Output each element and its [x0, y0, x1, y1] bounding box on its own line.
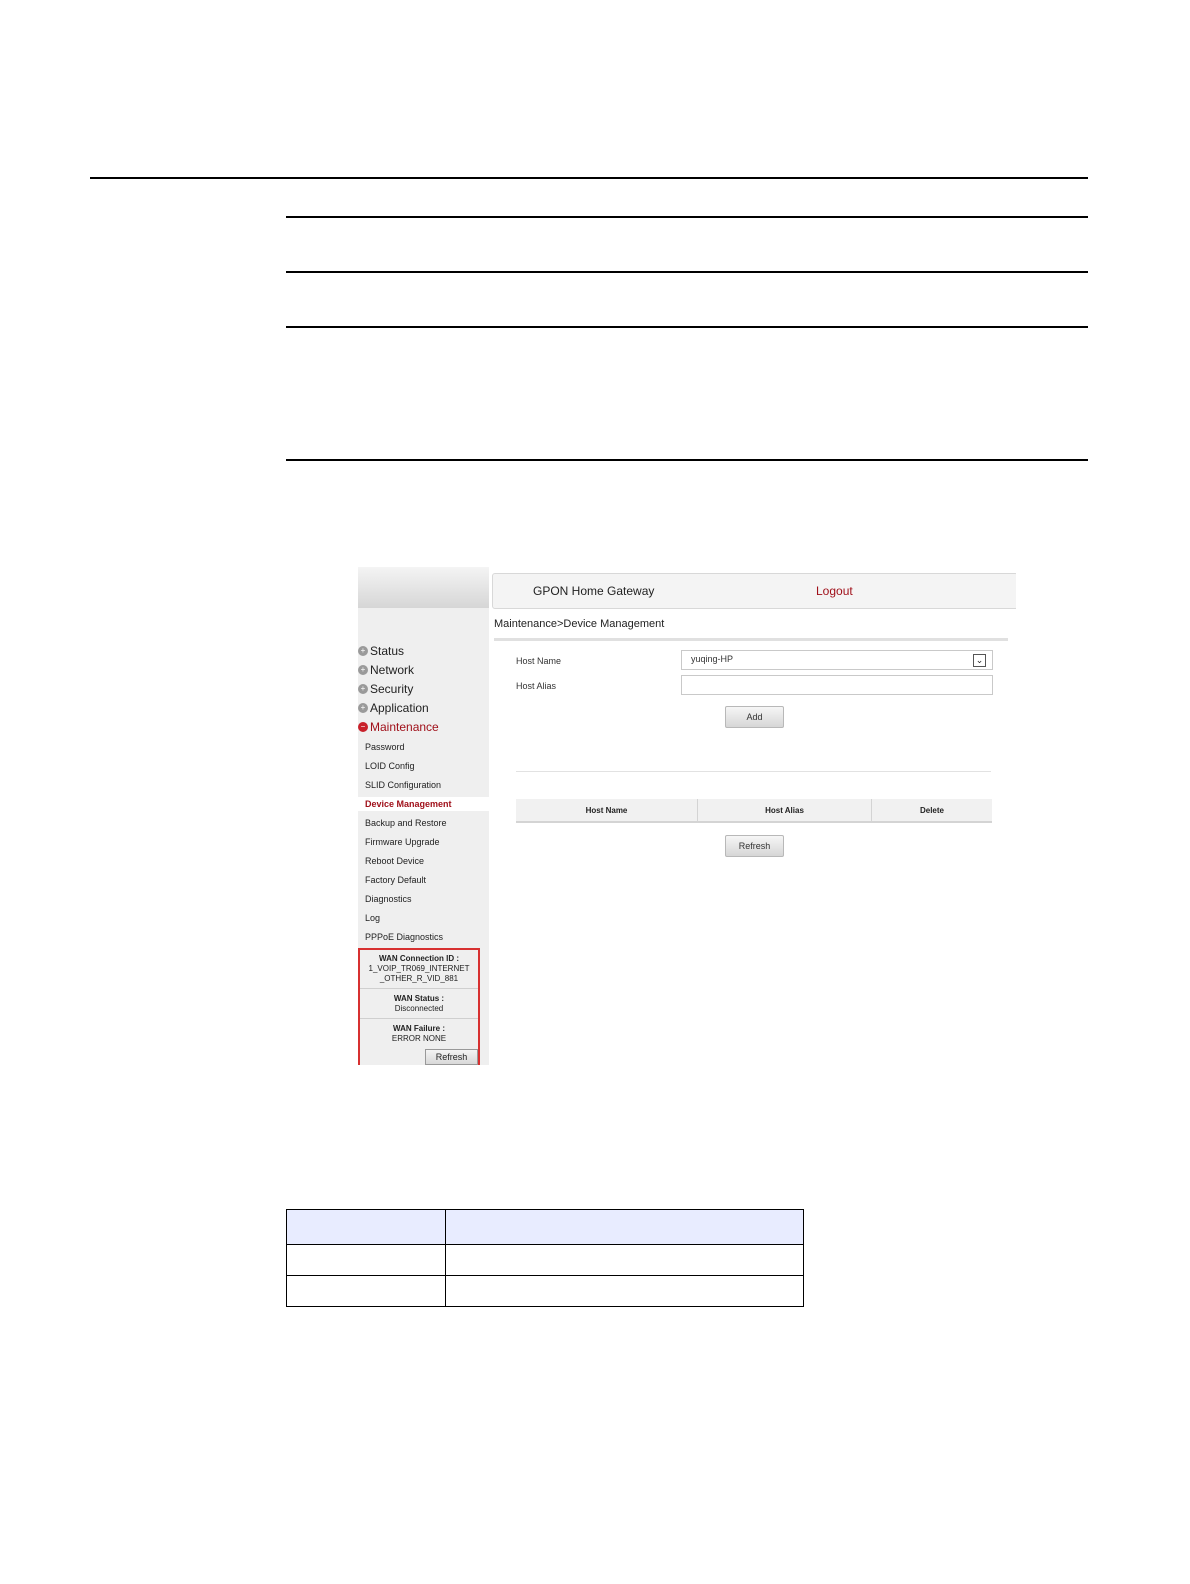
logout-link[interactable]: Logout — [816, 584, 853, 598]
plus-circle-icon: + — [358, 646, 368, 656]
document-table-cell — [287, 1276, 446, 1307]
menu-item-application[interactable] — [358, 699, 429, 717]
wan-connection-value: 1_VOIP_TR069_INTERNET _OTHER_R_VID_881 — [368, 964, 470, 983]
section-divider — [516, 771, 991, 772]
device-management-screenshot — [358, 567, 1016, 1065]
wan-divider — [360, 1018, 478, 1019]
document-table-cell — [446, 1276, 804, 1307]
menu-item-network[interactable] — [358, 661, 414, 679]
hosts-table — [516, 799, 992, 823]
submenu-reboot-device[interactable]: Reboot Device — [365, 856, 425, 866]
menu-item-label: Status — [370, 644, 405, 658]
wan-failure-value: ERROR NONE — [391, 1034, 447, 1043]
wan-refresh-button[interactable]: Refresh — [425, 1049, 478, 1065]
menu-item-label: Security — [370, 682, 414, 696]
section-rule-3 — [286, 326, 1088, 328]
menu-item-status[interactable] — [358, 642, 404, 660]
breadcrumb: Maintenance>Device Management — [494, 618, 665, 630]
wan-status-value: Disconnected — [394, 1004, 444, 1013]
menu-item-label: Network — [370, 663, 415, 677]
document-table-header — [287, 1210, 804, 1245]
refresh-button[interactable]: Refresh — [725, 835, 784, 857]
breadcrumb-divider — [494, 638, 1008, 641]
plus-circle-icon: + — [358, 684, 368, 694]
wan-status-panel — [358, 948, 480, 1065]
menu-item-label: Maintenance — [370, 720, 439, 734]
document-table-cell — [446, 1245, 804, 1276]
column-header-delete: Delete — [919, 805, 944, 815]
column-header-host-name: Host Name — [516, 799, 698, 822]
document-table — [286, 1209, 804, 1307]
section-rule-4 — [286, 459, 1088, 461]
column-header-host-alias: Host Alias — [698, 799, 872, 822]
submenu-backup-restore[interactable]: Backup and Restore — [365, 818, 447, 828]
wan-failure-info — [360, 1024, 478, 1044]
document-table-row — [287, 1245, 804, 1276]
host-alias-label: Host Alias — [516, 681, 557, 691]
app-header — [492, 573, 1016, 609]
host-name-label: Host Name — [516, 656, 562, 666]
app-title: GPON Home Gateway — [533, 584, 655, 598]
section-rule-1 — [286, 216, 1088, 218]
plus-circle-icon: + — [358, 665, 368, 675]
plus-circle-icon: + — [358, 703, 368, 713]
sidebar-logo-area — [358, 567, 489, 608]
submenu-slid-configuration[interactable]: SLID Configuration — [365, 780, 442, 790]
minus-circle-icon: − — [358, 722, 368, 732]
section-rule-2 — [286, 271, 1088, 273]
host-alias-input[interactable] — [681, 675, 993, 695]
chevron-down-icon[interactable]: ⌄ — [973, 654, 986, 667]
table-header-row — [516, 799, 992, 822]
submenu-diagnostics[interactable]: Diagnostics — [365, 894, 412, 904]
menu-item-maintenance[interactable] — [358, 718, 439, 736]
document-table-cell — [287, 1210, 446, 1245]
wan-divider — [360, 988, 478, 989]
wan-connection-label: WAN Connection ID : — [379, 954, 459, 963]
menu-item-security[interactable] — [358, 680, 413, 698]
submenu-password[interactable]: Password — [365, 742, 405, 752]
wan-connection-info — [360, 954, 478, 984]
submenu-loid-config[interactable]: LOID Config — [365, 761, 415, 771]
host-name-selected-value: yuqing-HP — [691, 654, 734, 664]
host-name-select[interactable] — [681, 650, 993, 670]
add-button[interactable]: Add — [725, 706, 784, 728]
submenu-log[interactable]: Log — [365, 913, 381, 923]
submenu-factory-default[interactable]: Factory Default — [365, 875, 427, 885]
submenu-pppoe-diagnostics[interactable]: PPPoE Diagnostics — [365, 932, 444, 942]
document-table-row — [287, 1276, 804, 1307]
page-header-rule — [90, 177, 1088, 179]
wan-failure-label: WAN Failure : — [392, 1024, 445, 1033]
document-table-cell — [446, 1210, 804, 1245]
document-table-cell — [287, 1245, 446, 1276]
submenu-device-management[interactable]: Device Management — [358, 797, 489, 811]
sidebar — [358, 567, 489, 1065]
wan-status-info — [360, 994, 478, 1014]
wan-status-label: WAN Status : — [393, 994, 445, 1003]
submenu-firmware-upgrade[interactable]: Firmware Upgrade — [365, 837, 440, 847]
menu-item-label: Application — [370, 701, 429, 715]
